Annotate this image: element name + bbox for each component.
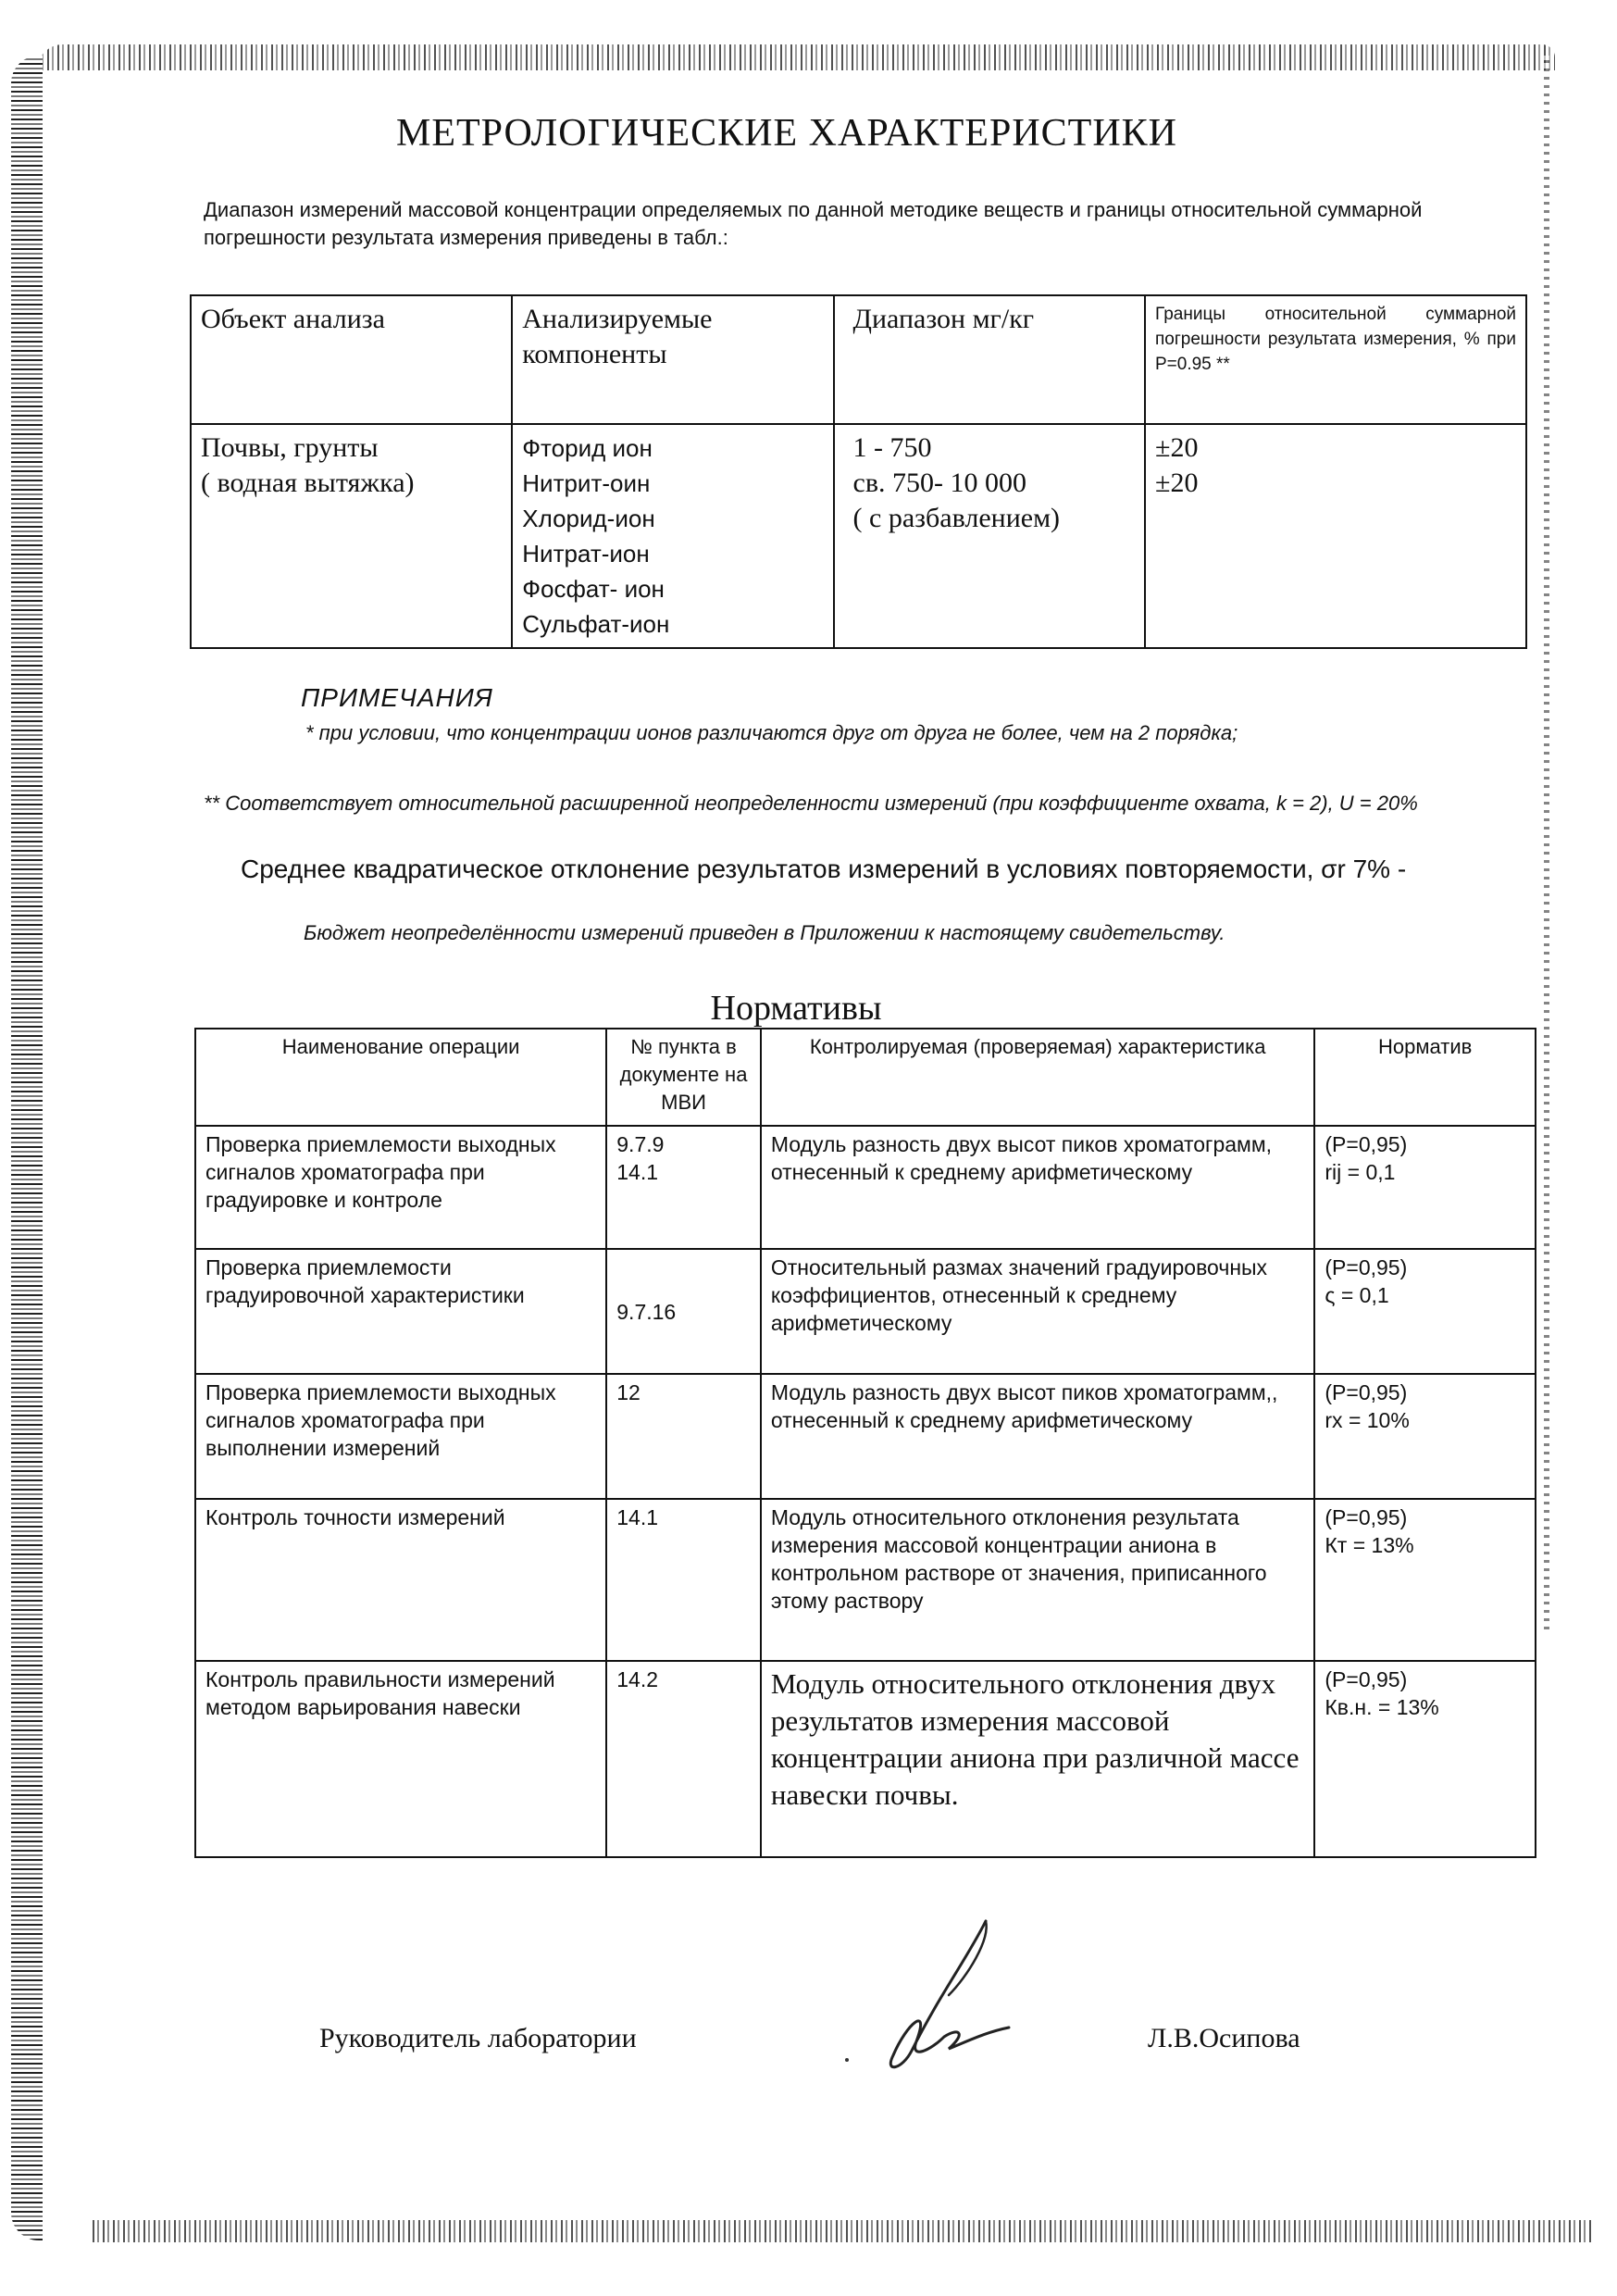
norms-title: Нормативы bbox=[710, 989, 882, 1028]
header-components: Анализируемые компоненты bbox=[512, 295, 833, 424]
metrology-table bbox=[190, 294, 1527, 649]
intro-text: Диапазон измерений массовой концентрации определяемых по данной методике веществ и границы относительной суммарной погрешности результата измерения приведены в табл.: bbox=[204, 198, 1423, 249]
range-item: 1 - 750 bbox=[852, 432, 932, 463]
handwritten-signature bbox=[828, 1903, 1032, 2088]
signature-role: Руководитель лаборатории bbox=[319, 2023, 637, 2053]
decorative-border-left bbox=[11, 56, 43, 2240]
signature-name: Л.В.Осипова bbox=[1148, 2023, 1300, 2053]
norms-table bbox=[194, 1028, 1536, 1858]
cell-errors bbox=[1145, 424, 1526, 648]
metrology-table-header-row bbox=[191, 295, 1526, 424]
cell-operation: Проверка приемлемости выходных сигналов хроматографа при градуировке и контроле bbox=[195, 1126, 606, 1249]
component-item: Нитрат-ион bbox=[522, 540, 650, 568]
header-operation: Наименование операции bbox=[195, 1029, 606, 1126]
cell-operation: Проверка приемлемости градуировочной характеристики bbox=[195, 1249, 606, 1374]
cell-norm: (Р=0,95) Кв.н. = 13% bbox=[1314, 1661, 1536, 1857]
page-title: МЕТРОЛОГИЧЕСКИЕ ХАРАКТЕРИСТИКИ bbox=[396, 112, 1177, 155]
norms-row bbox=[195, 1661, 1536, 1857]
range-item: св. 750- 10 000 bbox=[852, 468, 1027, 498]
cell-characteristic: Модуль разность двух высот пиков хроматограмм, отнесенный к среднему арифметическому bbox=[761, 1126, 1315, 1249]
cell-operation: Проверка приемлемости выходных сигналов хроматографа при выполнении измерений bbox=[195, 1374, 606, 1499]
cell-components bbox=[512, 424, 833, 648]
component-item: Нитрит-оин bbox=[522, 469, 651, 497]
error-item: ±20 bbox=[1155, 468, 1199, 498]
norms-row bbox=[195, 1374, 1536, 1499]
range-item: ( с разбавлением) bbox=[852, 503, 1061, 533]
decorative-border-top bbox=[37, 44, 1555, 70]
cell-operation: Контроль точности измерений bbox=[195, 1499, 606, 1661]
cell-norm: (Р=0,95) Кт = 13% bbox=[1314, 1499, 1536, 1661]
std-deviation-text: Среднее квадратическое отклонение результатов измерений в условиях повторяемости, σr 7% - bbox=[241, 855, 1407, 883]
cell-characteristic: Модуль относительного отклонения результата измерения массовой концентрации аниона в контрольном растворе от значения, приписанного этому раствору bbox=[761, 1499, 1315, 1661]
object-line: ( водная вытяжка) bbox=[201, 468, 415, 498]
budget-note: Бюджет неопределённости измерений приведен в Приложении к настоящему свидетельству. bbox=[304, 921, 1225, 944]
cell-point: 12 bbox=[606, 1374, 761, 1499]
cell-characteristic: Модуль разность двух высот пиков хроматограмм,, отнесенный к среднему арифметическому bbox=[761, 1374, 1315, 1499]
component-item: Фторид ион bbox=[522, 434, 653, 462]
cell-object bbox=[191, 424, 512, 648]
object-line: Почвы, грунты bbox=[201, 432, 379, 463]
norms-row bbox=[195, 1126, 1536, 1249]
header-norm: Норматив bbox=[1314, 1029, 1536, 1126]
component-item: Фосфат- ион bbox=[522, 575, 665, 603]
header-characteristic: Контролируемая (проверяемая) характеристика bbox=[761, 1029, 1315, 1126]
cell-point: 9.7.16 bbox=[606, 1249, 761, 1374]
component-item: Хлорид-ион bbox=[522, 505, 655, 532]
decorative-border-bottom bbox=[93, 2220, 1592, 2242]
header-object: Объект анализа bbox=[191, 295, 512, 424]
decorative-border-right bbox=[1544, 56, 1549, 1629]
norms-row bbox=[195, 1249, 1536, 1374]
cell-operation: Контроль правильности измерений методом варьирования навески bbox=[195, 1661, 606, 1857]
header-range: Диапазон мг/кг bbox=[834, 295, 1145, 424]
header-error: Границы относительной суммарной погрешности результата измерения, % при Р=0.95 ** bbox=[1145, 295, 1526, 424]
notes-title: ПРИМЕЧАНИЯ bbox=[301, 683, 493, 712]
header-point: № пункта в документе на МВИ bbox=[606, 1029, 761, 1126]
component-item: Сульфат-ион bbox=[522, 610, 670, 638]
cell-point: 14.2 bbox=[606, 1661, 761, 1857]
note-2: ** Соответствует относительной расширенной неопределенности измерений (при коэффициенте охвата, k = 2), U = 20% bbox=[204, 792, 1418, 815]
cell-characteristic: Относительный размах значений градуировочных коэффициентов, отнесенный к среднему арифметическому bbox=[761, 1249, 1315, 1374]
note-1: * при условии, что концентрации ионов различаются друг от друга не более, чем на 2 порядка; bbox=[305, 721, 1238, 744]
cell-characteristic: Модуль относительного отклонения двух результатов измерения массовой концентрации аниона при различной массе навески почвы. bbox=[761, 1661, 1315, 1857]
metrology-table-row bbox=[191, 424, 1526, 648]
cell-point: 14.1 bbox=[606, 1499, 761, 1661]
error-item: ±20 bbox=[1155, 432, 1199, 463]
cell-norm: (Р=0,95) rij = 0,1 bbox=[1314, 1126, 1536, 1249]
norms-header-row bbox=[195, 1029, 1536, 1126]
cell-point: 9.7.9 14.1 bbox=[606, 1126, 761, 1249]
norms-row bbox=[195, 1499, 1536, 1661]
cell-ranges bbox=[834, 424, 1145, 648]
cell-norm: (Р=0,95) ς = 0,1 bbox=[1314, 1249, 1536, 1374]
cell-norm: (Р=0,95) rx = 10% bbox=[1314, 1374, 1536, 1499]
